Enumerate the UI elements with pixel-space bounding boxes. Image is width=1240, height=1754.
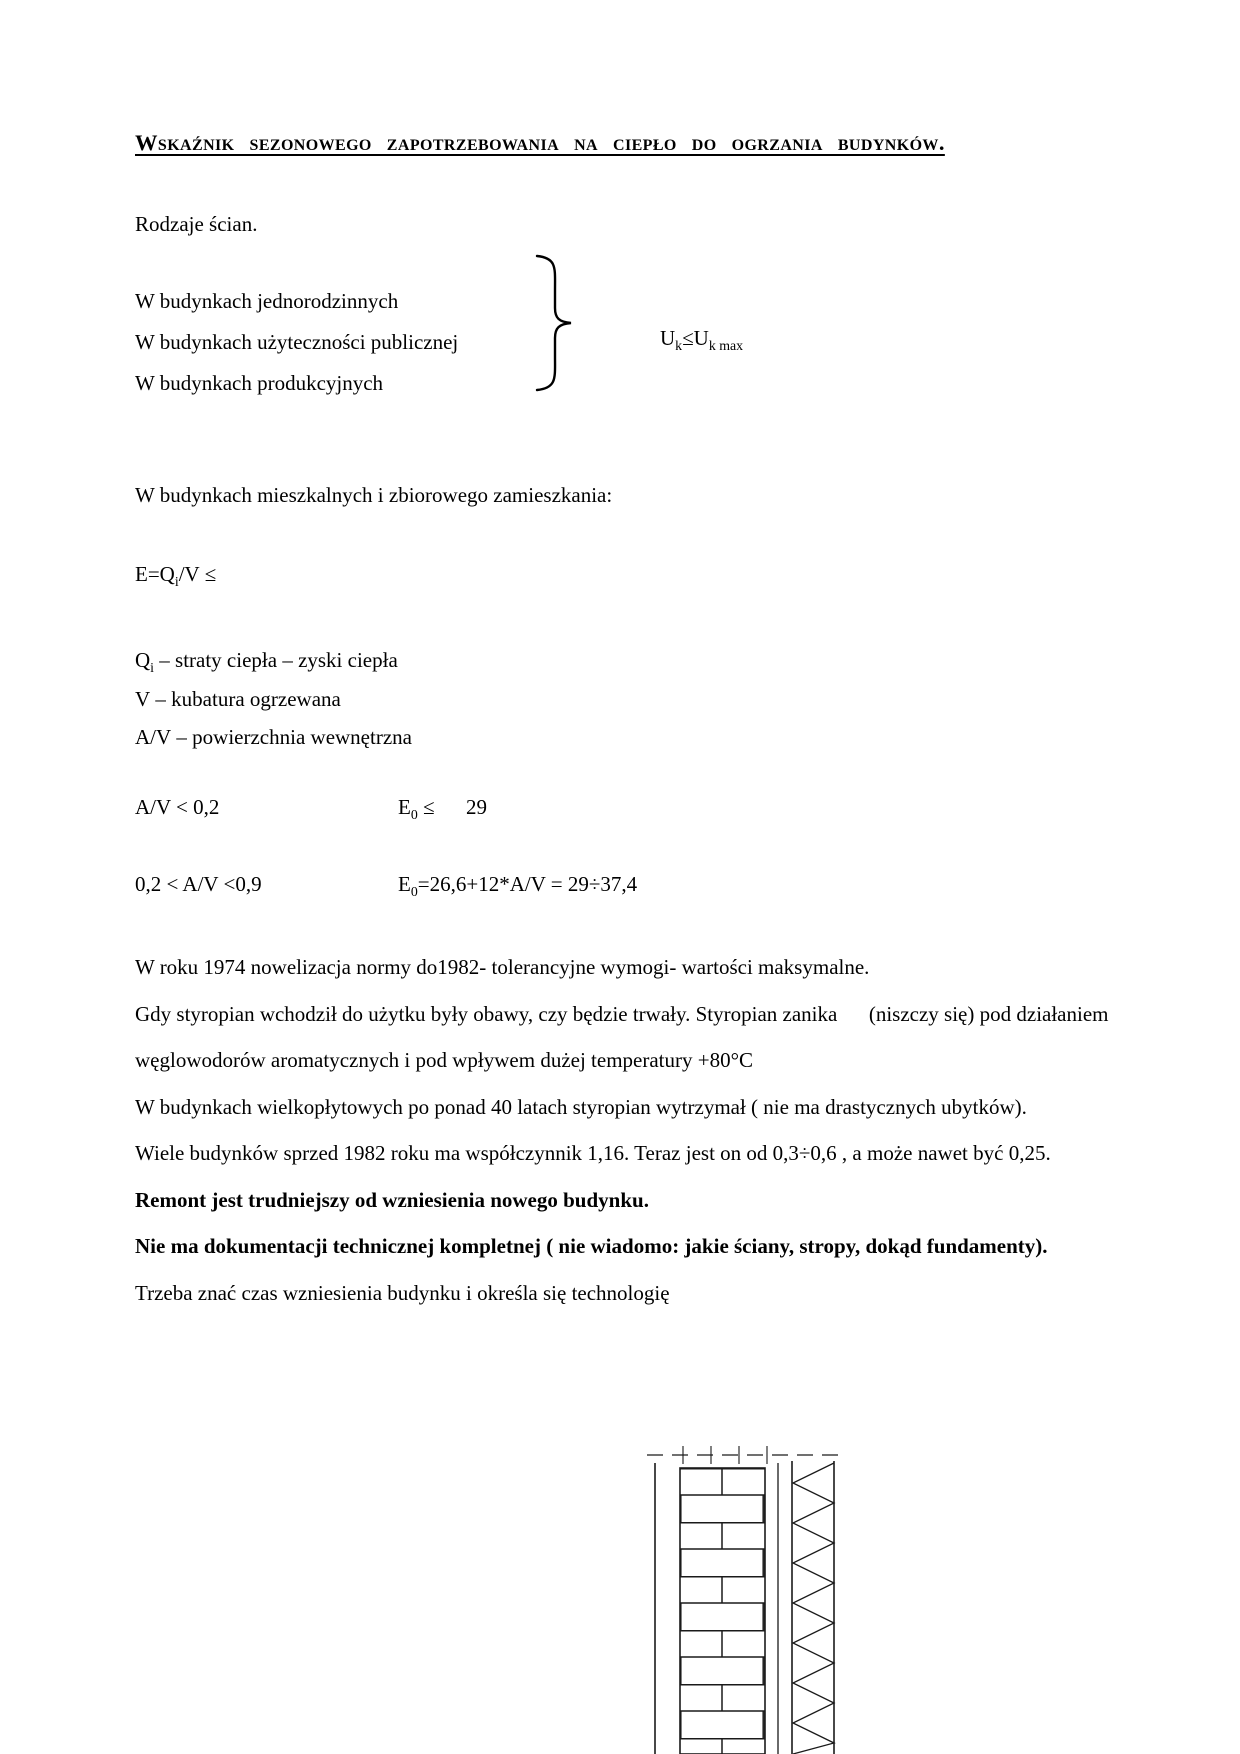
formula-part: /V ≤ <box>178 562 217 586</box>
building-type-line: W budynkach produkcyjnych <box>135 371 384 395</box>
formula-subscript: k <box>675 338 683 354</box>
condition-row <box>135 872 638 900</box>
insulation-zigzag-hatch <box>793 1463 834 1754</box>
formula-part: A/V <box>135 725 172 749</box>
definition-line <box>135 718 412 757</box>
paragraph: Remont jest trudniejszy od wzniesienia nowego budynku. <box>135 1187 649 1212</box>
formula-part: E=Q <box>135 562 175 586</box>
residential-heading: W budynkach mieszkalnych i zbiorowego zamieszkania: <box>135 483 613 507</box>
building-type-line: W budynkach użyteczności publicznej <box>135 330 459 354</box>
e-definition-formula <box>135 562 217 590</box>
formula-subscript: i <box>150 660 155 676</box>
formula-part: U <box>693 326 709 350</box>
definition-text: – straty ciepła – zyski ciepła <box>154 648 398 672</box>
paragraph: W budynkach wielkopłytowych po ponad 40 latach styropian wytrzymał ( nie ma drastycznych ubytków). <box>135 1094 1027 1119</box>
formula-part: E <box>398 872 411 896</box>
paragraph: Trzeba znać czas wzniesienia budynku i określa się technologię <box>135 1280 670 1305</box>
definition-line <box>135 680 412 719</box>
formula-subscript: 0 <box>410 884 418 900</box>
condition-formula <box>398 872 638 900</box>
definition-text: – kubatura ogrzewana <box>150 686 341 711</box>
uk-condition-formula <box>660 326 744 354</box>
paragraph: Nie ma dokumentacji technicznej kompletnej ( nie wiadomo: jakie ściany, stropy, dokąd fundamenty). <box>135 1234 1048 1258</box>
symbol-definitions <box>135 641 412 757</box>
body-text <box>135 944 1115 1316</box>
formula-subscript: 0 <box>410 807 418 823</box>
condition-range: 0,2 < A/V <0,9 <box>135 872 262 896</box>
formula-part: =26,6+12*A/V = 29÷37,4 <box>417 872 638 896</box>
condition-row <box>135 795 488 823</box>
formula-subscript: k max <box>708 338 744 354</box>
wall-section-drawing <box>645 1443 845 1754</box>
definition-text: – powierzchnia wewnętrzna <box>171 725 412 749</box>
formula-part: ≤ 29 <box>417 795 488 819</box>
paragraph: W roku 1974 nowelizacja normy do1982- tolerancyjne wymogi- wartości maksymalne. <box>135 955 870 979</box>
formula-subscript: i <box>174 574 179 590</box>
building-type-line: W budynkach jednorodzinnych <box>135 289 399 313</box>
formula-part: V <box>135 686 151 711</box>
paragraph: Gdy styropian wchodził do użytku były obawy, czy będzie trwały. Styropian zanika (niszczy się) pod działaniem węglowodorów aromatycznych i pod wpływem dużej temperatury +80°C <box>135 1001 1114 1072</box>
section-heading-rodzaje-scian: Rodzaje ścian. <box>135 212 258 236</box>
brick-wall-hatch <box>680 1468 765 1754</box>
paragraph: Wiele budynków sprzed 1982 roku ma współczynnik 1,16. Teraz jest on od 0,3÷0,6 , a może nawet być 0,25. <box>135 1141 1051 1165</box>
curly-brace <box>533 252 575 394</box>
formula-part: U <box>660 326 676 350</box>
definition-line <box>135 641 412 680</box>
condition-range: A/V < 0,2 <box>135 795 220 819</box>
building-types-group <box>135 281 458 404</box>
condition-formula <box>398 795 488 823</box>
formula-part: ≤ <box>682 326 694 350</box>
page-title: Wskaźnik sezonowego zapotrzebowania na ciepło do ogrzania budynków. <box>135 130 945 155</box>
formula-part: Q <box>135 648 151 672</box>
formula-part: E <box>398 795 411 819</box>
